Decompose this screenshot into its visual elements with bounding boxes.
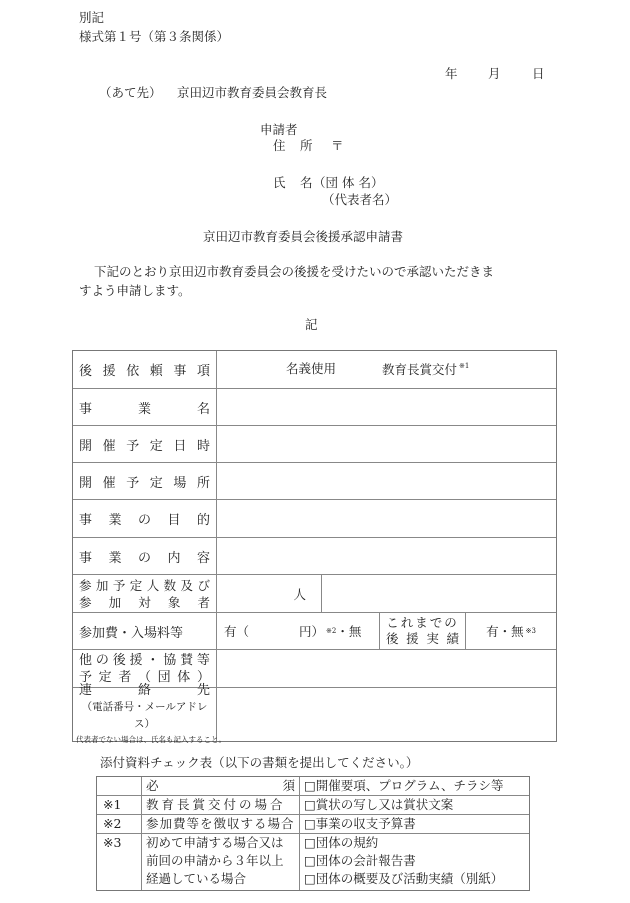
label-char: 者: [118, 669, 132, 685]
label-char: 者: [197, 594, 210, 610]
addressee-prefix: （あて先）: [99, 85, 162, 100]
past-support-note: ※3: [525, 627, 536, 635]
label-char: 事: [79, 550, 93, 566]
fee-yen: 円）: [299, 624, 325, 639]
intro-line-2: すよう申請します。: [79, 283, 191, 298]
label-char: （: [137, 669, 151, 685]
condition-char: 必: [146, 778, 159, 793]
label-char: 象: [167, 594, 181, 610]
checklist-item-budget[interactable]: □事業の収支予算書: [304, 816, 416, 831]
label-char: 団: [157, 669, 171, 685]
group-name-label: （団 体 名）: [313, 175, 384, 190]
project-name-label: [73, 389, 217, 425]
checklist-row-3: [97, 833, 529, 890]
contact-label: [73, 683, 226, 744]
past-support-value: 有・無: [486, 624, 524, 639]
support-type-options: [217, 351, 556, 388]
checklist-item-certificate[interactable]: □賞状の写し又は賞状文案: [304, 797, 454, 812]
row-venue: [73, 462, 556, 499]
contact-field[interactable]: [217, 688, 556, 741]
label-char: 業: [108, 513, 122, 528]
label-char: 業: [137, 401, 151, 417]
date-day-label: 日: [532, 66, 545, 81]
label-char: 頼: [149, 364, 163, 379]
checklist-mark: [97, 777, 142, 795]
row-purpose: [73, 499, 556, 537]
label-char: 予: [112, 577, 126, 593]
label-char: 先: [196, 683, 210, 698]
label-char: 予: [126, 475, 140, 491]
project-name-field[interactable]: [217, 389, 556, 425]
label-char: 他: [79, 652, 93, 668]
label-char: 内: [167, 550, 181, 566]
checklist-table: [96, 776, 530, 891]
row-content: [73, 537, 556, 574]
contact-label-line-2: （電話番号・メールアドレス）: [81, 701, 208, 730]
label-char: 項: [196, 364, 210, 379]
label-char: 日: [173, 438, 187, 454]
participants-label: [73, 575, 217, 612]
past-support-label-line-1: これまでの: [386, 615, 459, 630]
fee-note: ※2: [326, 627, 337, 635]
label-char: ・: [146, 652, 160, 668]
label-char: 賛: [180, 652, 194, 668]
date-year-label: 年: [445, 66, 458, 81]
label-char: 的: [196, 513, 210, 528]
label-char: 数: [163, 577, 177, 593]
fee-values: [217, 613, 556, 649]
contact-label-line-1: [76, 682, 213, 699]
label-char: 実: [426, 631, 439, 646]
label-char: 協: [163, 652, 177, 668]
label-char: 定: [129, 577, 143, 593]
checklist-item-rules[interactable]: □団体の規約: [304, 835, 379, 850]
purpose-field[interactable]: [217, 500, 556, 537]
label-char: 後: [386, 631, 399, 646]
condition-char: 須: [282, 778, 295, 793]
other-supporters-field[interactable]: [217, 650, 556, 687]
addressee: 京田辺市教育委員会教育長: [177, 85, 328, 100]
address-label-1: 住: [273, 138, 286, 153]
label-char: 目: [167, 513, 181, 528]
label-char: び: [197, 577, 210, 593]
participants-label-line-1: [79, 577, 210, 594]
participant-count-field[interactable]: [217, 575, 322, 612]
label-char: 定: [149, 475, 163, 491]
checklist-condition: 参加費等を徴収する場合: [142, 815, 300, 833]
label-char: 援: [406, 631, 419, 646]
label-char: 時: [196, 438, 210, 454]
venue-label: [73, 463, 217, 499]
label-char: 催: [102, 475, 116, 491]
label-char: 援: [102, 364, 116, 379]
option-superintendent-award[interactable]: [382, 363, 469, 377]
label-char: 参: [79, 577, 92, 593]
application-form-table: [72, 350, 557, 742]
checklist-mark: ※2: [97, 815, 142, 833]
name-label-1: 氏: [273, 175, 286, 190]
fee-no[interactable]: ・無: [336, 624, 362, 639]
checklist-item-overview[interactable]: □団体の概要及び活動実績（別紙）: [304, 871, 504, 886]
label-char: 績: [446, 631, 459, 646]
label-char: 定: [98, 669, 112, 685]
label-char: 及: [180, 577, 194, 593]
checklist-item-program[interactable]: □開催要項、プログラム、チラシ等: [304, 778, 504, 793]
checklist-mark: ※1: [97, 796, 142, 814]
option-name-use[interactable]: 名義使用: [286, 361, 337, 376]
checklist-row-1: [97, 795, 529, 814]
content-field[interactable]: [217, 538, 556, 574]
participant-target-field[interactable]: [322, 575, 556, 612]
label-char: 後: [112, 652, 126, 668]
checklist-items: [300, 834, 529, 890]
other-supporters-label-line-1: [79, 652, 210, 669]
label-char: 人: [146, 577, 160, 593]
attachment-label: 別記: [79, 10, 105, 25]
person-unit: 人: [293, 586, 306, 602]
fee-amount-field[interactable]: [217, 613, 380, 649]
representative-name-label: （代表者名）: [322, 192, 398, 207]
label-char: 事: [79, 513, 93, 528]
label-char: 容: [196, 550, 210, 566]
intro-line-1: 下記のとおり京田辺市教育委員会の後援を受けたいので承認いただきま: [94, 264, 495, 279]
row-project-name: [73, 388, 556, 425]
label-char: 参: [79, 594, 92, 610]
checklist-mark: ※3: [97, 834, 142, 890]
checklist-title: 添付資料チェック表（以下の書類を提出してください。）: [100, 755, 419, 770]
postal-mark: 〒: [331, 138, 344, 153]
label-char: 絡: [137, 683, 151, 698]
support-type-label: [73, 351, 217, 388]
document-title: 京田辺市教育委員会後援承認申請書: [203, 229, 404, 244]
address-label-2: 所: [300, 138, 313, 153]
schedule-label: [73, 426, 217, 462]
condition-line: 前回の申請から３年以上: [146, 853, 284, 868]
label-char: 事: [79, 401, 93, 417]
past-support-label: [380, 613, 466, 649]
checklist-row-required: [97, 777, 529, 795]
checklist-condition: [142, 834, 300, 890]
label-char: 加: [108, 594, 122, 610]
label-char: 催: [102, 438, 116, 454]
form-number: 様式第１号（第３条関係）: [79, 29, 230, 44]
label-char: 定: [149, 438, 163, 454]
schedule-field[interactable]: [217, 426, 556, 462]
label-char: 後: [79, 364, 93, 379]
label-char: 業: [108, 550, 122, 566]
row-fee: [73, 612, 556, 649]
label-char: 対: [138, 594, 151, 610]
ki-heading: 記: [305, 317, 318, 332]
label-char: の: [95, 652, 109, 668]
fee-yes[interactable]: 有（: [224, 624, 250, 639]
condition-line: 初めて申請する場合又は: [146, 835, 284, 850]
checklist-item-financial-report[interactable]: □団体の会計報告書: [304, 853, 416, 868]
row-support-type: [73, 351, 556, 388]
past-support-label-line-2: [386, 631, 459, 647]
label-char: 開: [79, 475, 93, 491]
label-char: の: [137, 513, 151, 528]
note-mark: ※1: [459, 362, 470, 370]
venue-field[interactable]: [217, 463, 556, 499]
label-char: 開: [79, 438, 93, 454]
label-char: 等: [196, 652, 210, 668]
fee-label: 参加費・入場料等: [73, 613, 217, 649]
label-char: 連: [79, 683, 93, 698]
row-participants: [73, 574, 556, 612]
label-char: 予: [79, 669, 93, 685]
checklist-row-2: [97, 814, 529, 833]
checklist-condition: 教育長賞交付の場合: [142, 796, 300, 814]
label-char: 事: [173, 364, 187, 379]
content-label: [73, 538, 217, 574]
label-char: 援: [129, 652, 143, 668]
label-char: 場: [173, 475, 187, 491]
participants-values: [217, 575, 556, 612]
contact-label-line-3: 代表者でない場合は、氏名も記入すること。: [76, 735, 226, 744]
label-char: の: [137, 550, 151, 566]
label-char: 加: [95, 577, 109, 593]
applicant-label: 申請者: [260, 122, 298, 137]
name-label-2: 名: [300, 175, 313, 190]
purpose-label: [73, 500, 217, 537]
label-char: 依: [126, 364, 140, 379]
label-char: 予: [126, 438, 140, 454]
row-schedule: [73, 425, 556, 462]
row-contact: [73, 683, 556, 744]
checklist-condition: [142, 777, 300, 795]
option-text: 教育長賞交付: [382, 362, 458, 377]
label-char: 名: [196, 401, 210, 417]
past-support-field[interactable]: [466, 613, 556, 649]
condition-line: 経過している場合: [146, 871, 247, 886]
date-month-label: 月: [488, 66, 501, 81]
label-char: ）: [196, 669, 210, 685]
label-char: 所: [196, 475, 210, 491]
participants-label-line-2: [79, 594, 210, 611]
label-char: 体: [177, 669, 191, 685]
